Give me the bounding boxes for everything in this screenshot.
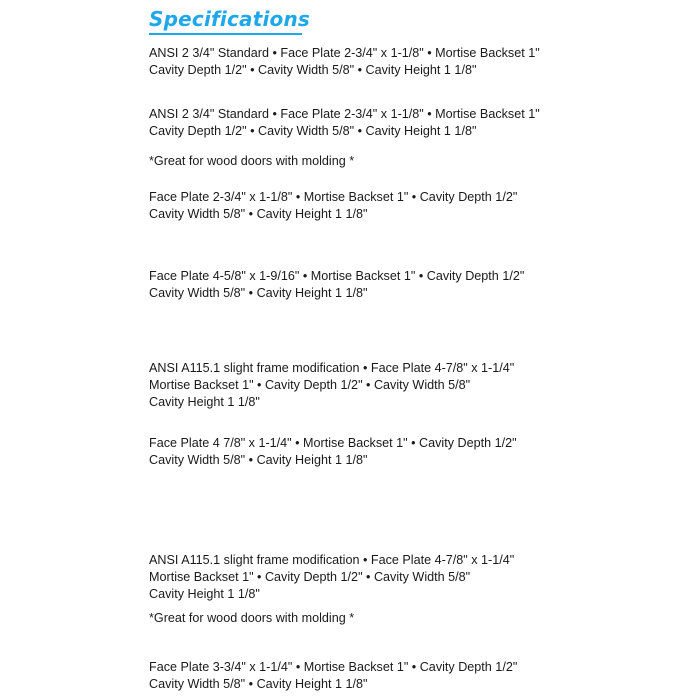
spec-line: ANSI A115.1 slight frame modification • Face Plate 4-7/8" x 1-1/4" xyxy=(149,361,515,375)
spec-line: Face Plate 4-5/8" x 1-9/16" • Mortise Backset 1" • Cavity Depth 1/2" xyxy=(149,269,525,283)
spec-line: Mortise Backset 1" • Cavity Depth 1/2" • Cavity Width 5/8" xyxy=(149,570,471,584)
spec-line: Cavity Width 5/8" • Cavity Height 1 1/8" xyxy=(149,207,368,221)
spec-line: Cavity Width 5/8" • Cavity Height 1 1/8" xyxy=(149,677,368,691)
spec-line: Cavity Depth 1/2" • Cavity Width 5/8" • Cavity Height 1 1/8" xyxy=(149,63,477,77)
spec-line: ANSI 2 3/4" Standard • Face Plate 2-3/4" x 1-1/8" • Mortise Backset 1" xyxy=(149,46,540,60)
spec-line: ANSI 2 3/4" Standard • Face Plate 2-3/4" x 1-1/8" • Mortise Backset 1" xyxy=(149,107,540,121)
spec-note: *Great for wood doors with molding * xyxy=(149,154,355,168)
spec-line: Mortise Backset 1" • Cavity Depth 1/2" • Cavity Width 5/8" xyxy=(149,378,471,392)
spec-line: Cavity Height 1 1/8" xyxy=(149,395,260,409)
spec-line: Face Plate 4 7/8" x 1-1/4" • Mortise Backset 1" • Cavity Depth 1/2" xyxy=(149,436,517,450)
spec-line: Cavity Depth 1/2" • Cavity Width 5/8" • Cavity Height 1 1/8" xyxy=(149,124,477,138)
spec-line: Cavity Height 1 1/8" xyxy=(149,587,260,601)
spec-line: Face Plate 3-3/4" x 1-1/4" • Mortise Backset 1" • Cavity Depth 1/2" xyxy=(149,660,518,674)
specifications-heading: Specifications xyxy=(149,7,311,31)
spec-line: ANSI A115.1 slight frame modification • Face Plate 4-7/8" x 1-1/4" xyxy=(149,553,515,567)
spec-line: Cavity Width 5/8" • Cavity Height 1 1/8" xyxy=(149,453,368,467)
spec-line: Cavity Width 5/8" • Cavity Height 1 1/8" xyxy=(149,286,368,300)
spec-note: *Great for wood doors with molding * xyxy=(149,611,355,625)
spec-line: Face Plate 2-3/4" x 1-1/8" • Mortise Backset 1" • Cavity Depth 1/2" xyxy=(149,190,518,204)
heading-underline xyxy=(149,33,302,35)
